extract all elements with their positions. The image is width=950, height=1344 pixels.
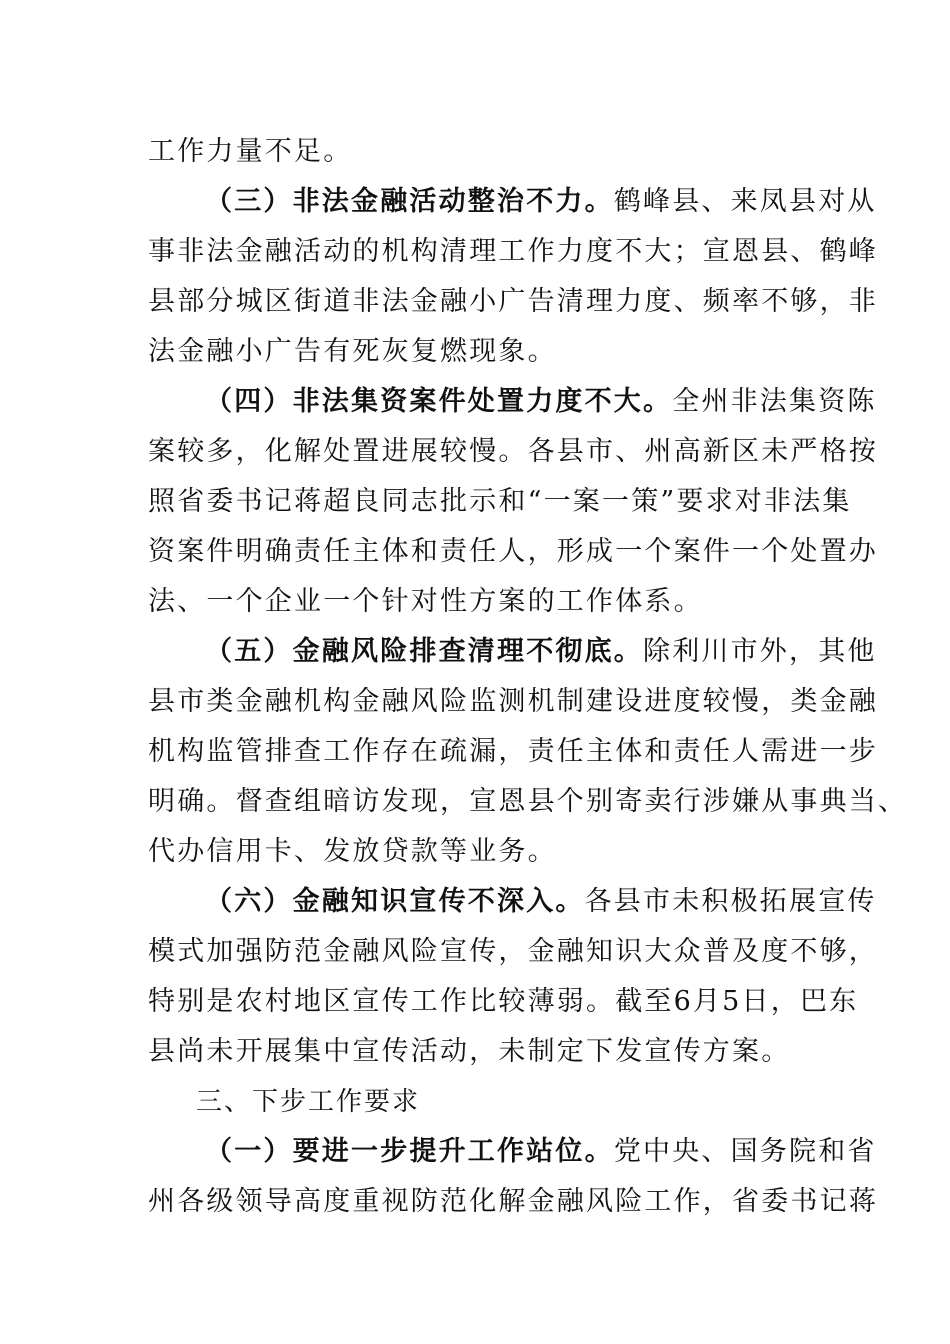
paragraph-5-label: （五）金融风险排查清理不彻底。 [205,636,643,667]
text-line: 县尚未开展集中宣传活动，未制定下发宣传方案。 [148,1036,791,1067]
paragraph-1-first-line [205,1132,877,1172]
paragraph-6-text: 各县市未积极拓展宣传 [584,886,877,917]
paragraph-4-first-line [205,382,877,422]
text-line: 工作力量不足。 [148,136,353,167]
text-line: 县部分城区街道非法金融小广告清理力度、频率不够，非 [148,286,878,317]
paragraph-3-label: （三）非法金融活动整治不力。 [205,186,614,217]
text-line: 机构监管排查工作存在疏漏，责任主体和责任人需进一步 [148,736,878,767]
text-line: 县市类金融机构金融风险监测机制建设进度较慢，类金融 [148,686,878,717]
paragraph-4-text: 全州非法集资陈 [672,386,877,417]
text-line: 模式加强防范金融风险宣传，金融知识大众普及度不够， [148,936,878,967]
text-line: 照省委书记蒋超良同志批示和“一案一策”要求对非法集 [148,486,852,517]
paragraph-3-text: 鹤峰县、来凤县对从 [613,186,877,217]
paragraph-5-first-line [205,632,877,672]
paragraph-5-text: 除利川市外，其他 [643,636,877,667]
text-line: 特别是农村地区宣传工作比较薄弱。截至6月5日，巴东 [148,986,859,1017]
paragraph-4-label: （四）非法集资案件处置力度不大。 [205,386,673,417]
paragraph-1-label: （一）要进一步提升工作站位。 [205,1136,614,1167]
text-line: 事非法金融活动的机构清理工作力度不大；宣恩县、鹤峰 [148,236,878,267]
text-line: 法金融小广告有死灰复燃现象。 [148,336,557,367]
paragraph-3-first-line [205,182,877,222]
section-heading: 三、下步工作要求 [196,1087,421,1117]
paragraph-1-text: 党中央、国务院和省 [613,1136,877,1167]
text-line: 代办信用卡、发放贷款等业务。 [148,836,557,867]
paragraph-6-first-line [205,882,877,922]
text-line: 州各级领导高度重视防范化解金融风险工作，省委书记蒋 [148,1186,878,1217]
text-line: 法、一个企业一个针对性方案的工作体系。 [148,586,703,617]
text-line: 案较多，化解处置进展较慢。各县市、州高新区未严格按 [148,436,878,467]
text-line: 资案件明确责任主体和责任人，形成一个案件一个处置办 [148,536,878,567]
text-line: 明确。督查组暗访发现，宣恩县个别寄卖行涉嫌从事典当、 [148,786,908,817]
paragraph-6-label: （六）金融知识宣传不深入。 [205,886,585,917]
